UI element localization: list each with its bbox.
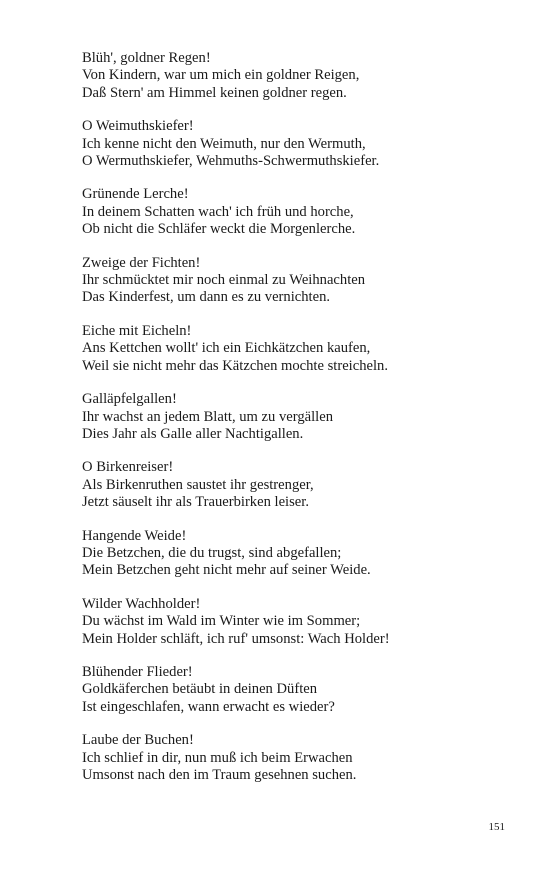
poem-line: Daß Stern' am Himmel keinen goldner regen. [82,84,347,101]
poem-line: Ich kenne nicht den Weimuth, nur den Wermuth, [82,135,366,152]
stanza [82,118,522,170]
stanza-title-line: Blüh', goldner Regen! [82,50,211,66]
stanza-title-line: Galläpfelgallen! [82,391,177,408]
poem-line: Mein Betzchen geht nicht mehr auf seiner Weide. [82,562,371,579]
poem-line: Ist eingeschlafen, wann erwacht es wieder? [82,698,335,715]
stanza [82,186,522,238]
stanza-title-line: Zweige der Fichten! [82,254,201,271]
stanza [82,323,522,375]
poem-line: Jetzt säuselt ihr als Trauerbirken leiser. [82,494,309,511]
stanza-title-line: O Birkenreiser! [82,459,174,476]
stanza [82,528,522,580]
poem-line: Die Betzchen, die du trugst, sind abgefallen; [82,544,342,561]
poem-line: Du wächst im Wald im Winter wie im Sommer; [82,613,361,630]
poem-line: Das Kinderfest, um dann es zu vernichten. [82,289,331,306]
stanza-title-line: Wilder Wachholder! [82,595,201,612]
stanza-title-line: Laube der Buchen! [82,732,194,749]
stanza-title-line: Eiche mit Eicheln! [82,322,192,339]
stanza-title-line: Blühender Flieder! [82,663,193,680]
poem [82,50,522,800]
stanza-title-line: O Weimuthskiefer! [82,118,194,135]
stanza-title-line: Grünende Lerche! [82,186,189,203]
poem-line: Ihr wachst an jedem Blatt, um zu vergällen [82,408,333,425]
poem-line: Als Birkenruthen saustet ihr gestrenger, [82,476,314,493]
poem-line: Umsonst nach den im Traum gesehnen suchen. [82,767,357,783]
poem-line: Ich schlief in dir, nun muß ich beim Erwachen [82,749,353,766]
stanza [82,391,522,443]
poem-line: Dies Jahr als Galle aller Nachtigallen. [82,425,304,442]
stanza [82,732,522,784]
poem-line: Weil sie nicht mehr das Kätzchen mochte streicheln. [82,357,388,374]
stanza [82,255,522,307]
poem-line: Von Kindern, war um mich ein goldner Reigen, [82,67,360,84]
poem-line: Goldkäferchen betäubt in deinen Düften [82,681,318,698]
poem-line: Ob nicht die Schläfer weckt die Morgenlerche. [82,221,356,238]
poem-line: Ihr schmücktet mir noch einmal zu Weihnachten [82,272,366,289]
stanza [82,459,522,511]
stanza-title-line: Hangende Weide! [82,527,187,544]
stanza [82,50,522,102]
page-number: 151 [488,821,505,833]
poem-line: Ans Kettchen wollt' ich ein Eichkätzchen kaufen, [82,340,371,357]
poem-line: In deinem Schatten wach' ich früh und horche, [82,203,354,220]
stanza [82,664,522,716]
poem-line: O Wermuthskiefer, Wehmuths-Schwermuthskiefer. [82,153,380,170]
poem-line: Mein Holder schläft, ich ruf' umsonst: Wach Holder! [82,630,390,647]
stanza [82,596,522,648]
